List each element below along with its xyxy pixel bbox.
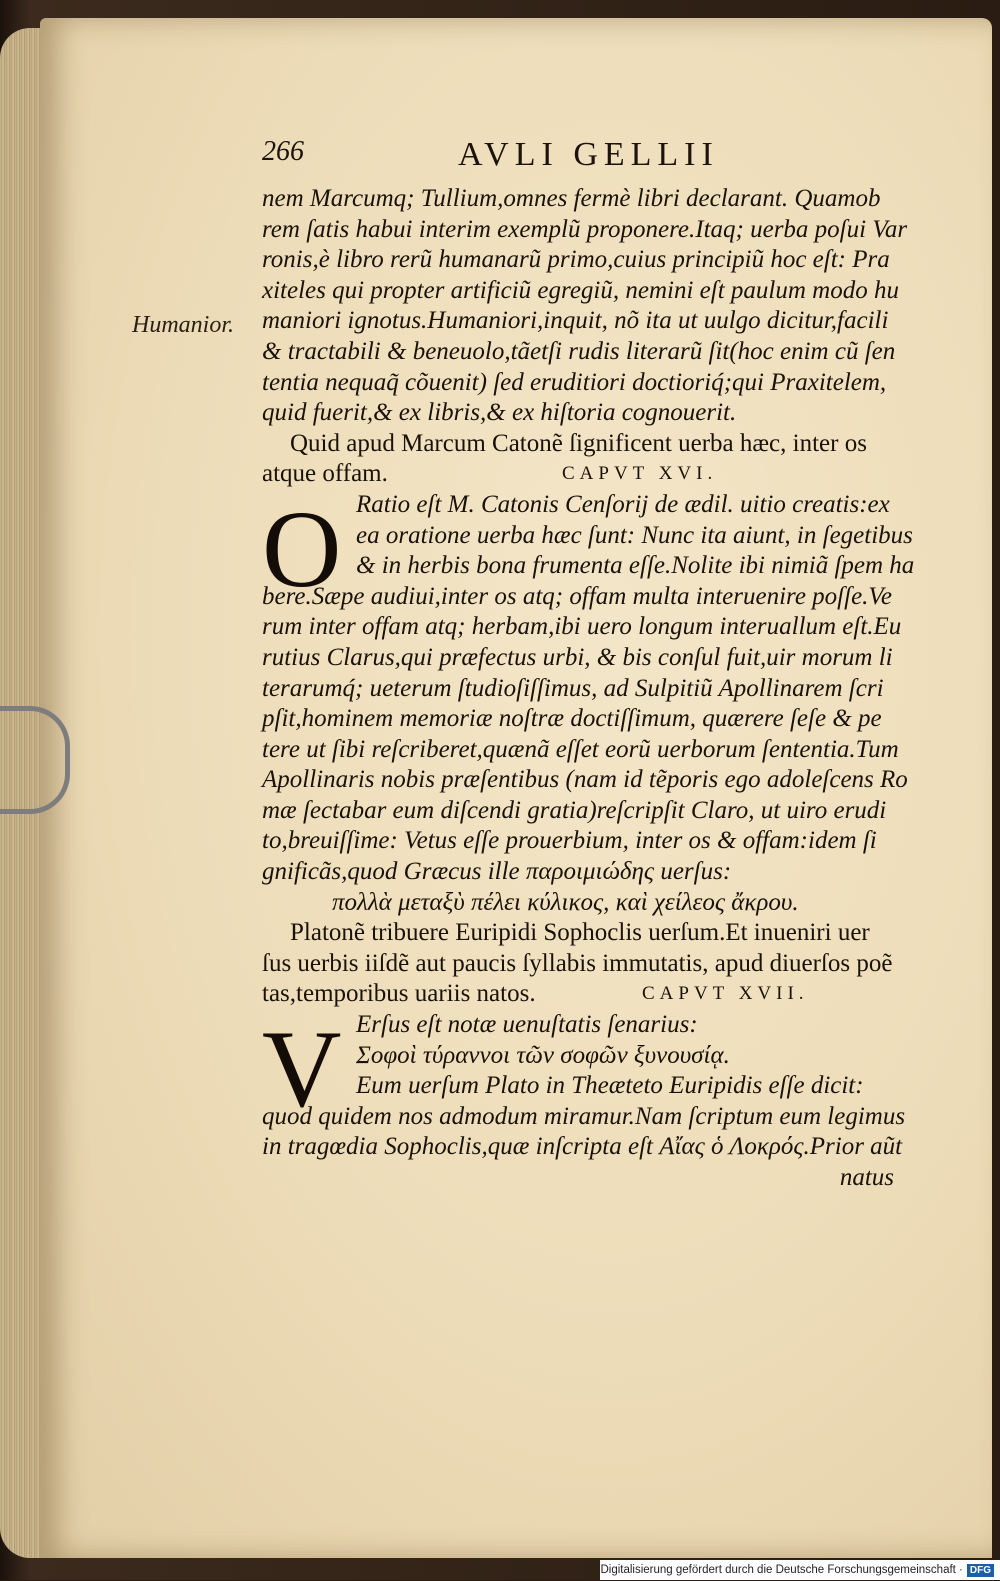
text-line: to,breuiſſime: Vetus eſſe prouerbium, inter os & offam:idem ſi (262, 827, 877, 855)
text-line: Erſus eſt notæ uenuſtatis ſenarius: (356, 1011, 698, 1039)
text-line: maniori ignotus.Humaniori,inquit, nõ ita ut uulgo dicitur,facili (262, 307, 889, 335)
chapter-17-heading: Platonẽ tribuere Euripidi Sophoclis uerſum.Et inueniri uer (290, 919, 870, 947)
text-line: quid fuerit,& ex libris,& ex hiſtoria cognouerit. (262, 399, 737, 427)
text-block (262, 184, 915, 1194)
text-line: gnificãs,quod Græcus ille παροιμιώδης uerſus: (262, 858, 732, 886)
chapter-16-heading-end: atque offam. (262, 460, 388, 488)
dropcap-o: O (262, 487, 342, 610)
chapter-17-body (262, 1008, 906, 1194)
text-line: & tractabili & beneuolo,tãetſi rudis literarũ ſit(hoc enim cũ ſen (262, 337, 896, 365)
text-line: Eum uerſum Plato in Theæteto Euripidis eſſe dicit: (356, 1072, 864, 1100)
text-line: quod quidem nos admodum miramur.Nam ſcriptum eum legimus (262, 1102, 906, 1130)
chapter-17-caput: CAPVT XVII. (642, 983, 809, 1005)
footer-text: Digitalisierung gefördert durch die Deutsche Forschungsgemeinschaft · (600, 1564, 963, 1576)
greek-verse: πολλὰ μεταξὺ πέλει κύλικος, καὶ χείλεος ἄκρου. (332, 888, 799, 916)
text-line: tentia nequaq̃ cõuenit) ſed eruditiori doctioriq́;qui Praxitelem, (262, 368, 887, 396)
dropcap-v: V (262, 1008, 342, 1131)
running-title: AVLI GELLII (458, 136, 719, 173)
chapter-16-body (262, 487, 915, 918)
greek-verse: Σοφοὶ τύραννοι τῶν σοφῶν ξυνουσίᾳ. (356, 1041, 730, 1069)
chapter-16-caput: CAPVT XVI. (562, 463, 718, 485)
chapter-16-heading-cont (262, 459, 902, 490)
dfg-logo: DFG (967, 1564, 994, 1577)
text-line: mæ ſectabar eum diſcendi gratia)reſcripſit Claro, ut uiro erudi (262, 796, 887, 824)
chapter-17-heading-cont2 (262, 979, 902, 1010)
text-line: xiteles qui propter artificiũ egregiũ, nemini eſt paulum modo hu (262, 276, 899, 304)
text-line: & in herbis bona frumenta eſſe.Nolite ibi nimiã ſpem ha (356, 552, 915, 580)
text-line: nem Marcumq; Tullium,omnes fermè libri declarant. Quamob (262, 185, 881, 212)
text-line: in tragœdia Sophoclis,quæ inſcripta eſt Αἴας ὁ Λοκρός.Prior aũt (262, 1133, 903, 1161)
text-line: bere.Sæpe audiui,inter os atq; offam multa interuenire poſſe.Ve (262, 582, 893, 610)
text-line: rem ſatis habui interim exemplũ proponere.Itaq; uerba poſui Var (262, 215, 908, 243)
page-clip (0, 706, 70, 814)
text-line: pſit,hominem memoriæ noſtræ doctiſſimum, quærere ſeſe & pe (262, 705, 882, 733)
chapter-16-heading: Quid apud Marcum Catonẽ ſignificent uerba hæc, inter os (290, 429, 867, 457)
text-line: terarumq́; ueterum ſtudioſiſſimus, ad Sulpitiũ Apollinarem ſcri (262, 674, 884, 702)
text-line: ronis,è libro rerũ humanarũ primo,cuius principiũ hoc eſt: Pra (262, 246, 890, 274)
text-line: Ratio eſt M. Catonis Cenſorij de ædil. uitio creatis:ex (356, 490, 890, 518)
margin-note: Humanior. (132, 312, 235, 338)
text-line: tere ut ſibi reſcriberet,quænã eſſet eorũ uerborum ſententia.Tum (262, 735, 899, 763)
page-number: 266 (262, 136, 304, 167)
text-line: rutius Clarus,qui præfectus urbi, & bis conſul fuit,uir morum li (262, 643, 893, 671)
text-line: Apollinaris nobis præſentibus (nam id tẽporis ego adoleſcens Ro (262, 766, 908, 794)
text-line: ea oratione uerba hæc ſunt: Nunc ita aiunt, in ſegetibus (356, 521, 913, 549)
chapter-17-heading-end: tas,temporibus uariis natos. (262, 980, 536, 1008)
chapter-17-heading-cont: ſus uerbis iiſdẽ aut paucis ſyllabis immutatis, apud diuerſos poẽ (262, 949, 893, 977)
digitization-footer (600, 1560, 1000, 1580)
text-line: rum inter offam atq; herbam,ibi uero longum interuallum eſt.Eu (262, 613, 902, 641)
catchword: natus (839, 1164, 894, 1191)
